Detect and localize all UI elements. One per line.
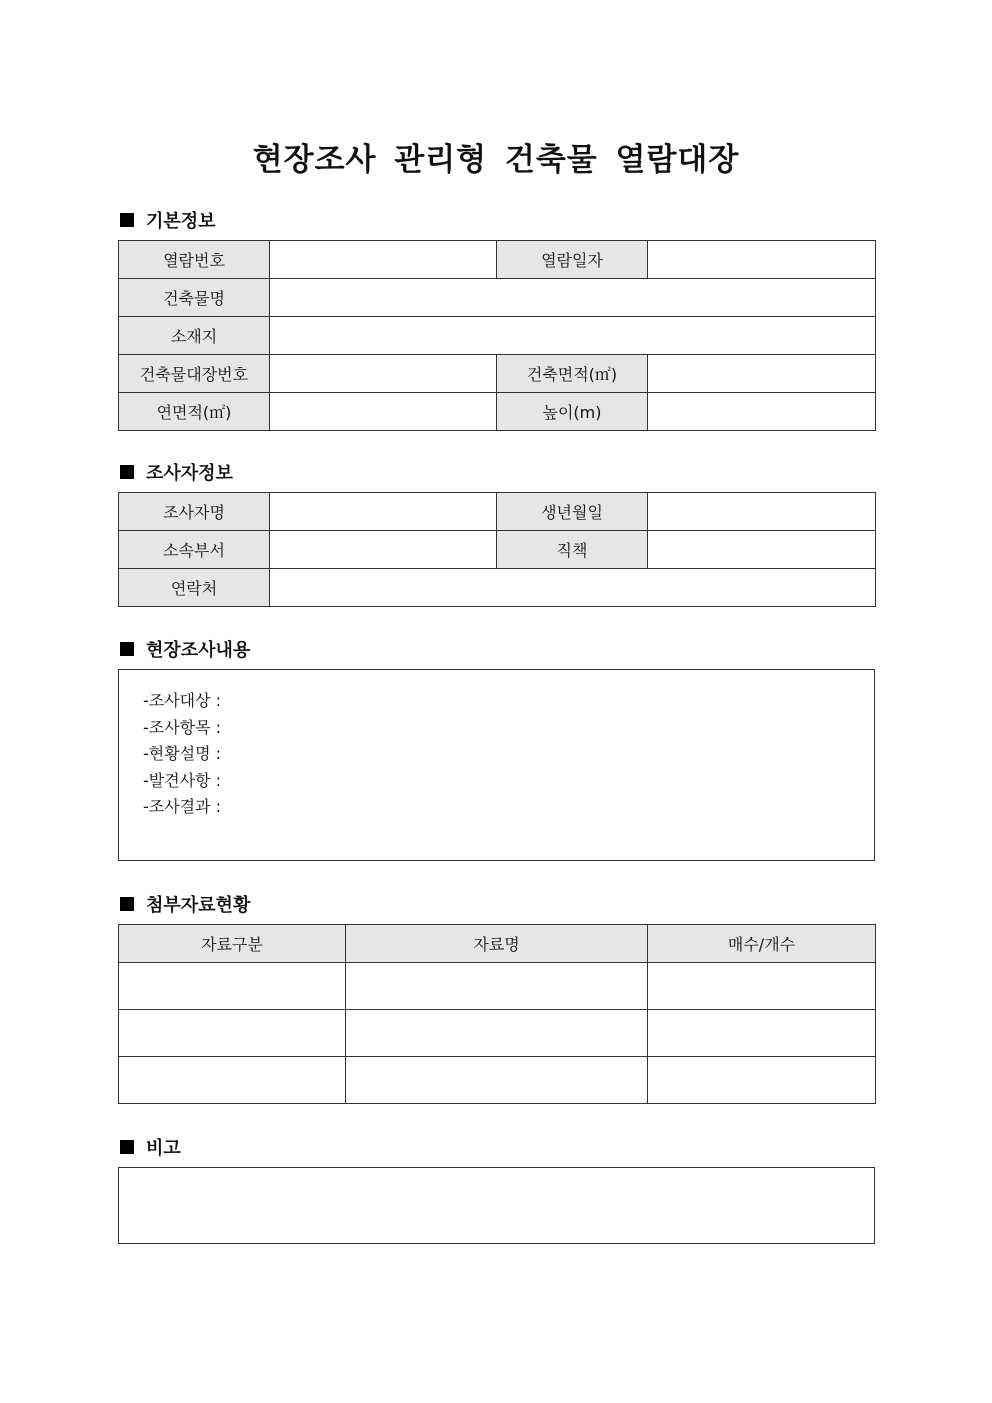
attachment-count-cell[interactable] — [648, 1010, 876, 1057]
survey-content-list — [143, 688, 221, 821]
registry-no-label: 건축물대장번호 — [119, 355, 270, 393]
attachment-category-cell[interactable] — [119, 1010, 346, 1057]
total-floor-area-field[interactable] — [270, 393, 497, 431]
survey-line-status: -현황설명 : — [143, 744, 222, 763]
basic-info-table — [118, 240, 876, 431]
column-header-name: 자료명 — [346, 925, 648, 963]
inspector-info-table — [118, 492, 876, 607]
document-title: 현장조사 관리형 건축물 열람대장 — [252, 142, 740, 178]
column-header-count: 매수/개수 — [648, 925, 876, 963]
table-row — [119, 279, 876, 317]
table-row — [119, 1057, 876, 1104]
square-bullet-icon — [120, 642, 134, 656]
contact-field[interactable] — [270, 569, 876, 607]
section-heading-label: 현장조사내용 — [146, 640, 251, 661]
department-field[interactable] — [270, 531, 497, 569]
square-bullet-icon — [120, 897, 134, 911]
birth-date-field[interactable] — [648, 493, 876, 531]
table-row — [119, 963, 876, 1010]
section-heading-remarks — [118, 1135, 181, 1159]
total-floor-area-label: 연면적(㎡) — [119, 393, 270, 431]
table-row — [119, 569, 876, 607]
location-field[interactable] — [270, 317, 876, 355]
attachment-category-cell[interactable] — [119, 963, 346, 1010]
view-no-field[interactable] — [270, 241, 497, 279]
section-heading-attachments — [118, 892, 250, 916]
inspector-name-field[interactable] — [270, 493, 497, 531]
survey-line-result: -조사결과 : — [143, 797, 222, 816]
section-heading-label: 비고 — [146, 1138, 181, 1159]
square-bullet-icon — [120, 465, 134, 479]
attachment-name-cell[interactable] — [346, 1010, 648, 1057]
column-header-category: 자료구분 — [119, 925, 346, 963]
attachments-table — [118, 924, 876, 1104]
survey-line-target: -조사대상 : — [143, 691, 222, 710]
attachment-name-cell[interactable] — [346, 963, 648, 1010]
table-row — [119, 317, 876, 355]
attachment-count-cell[interactable] — [648, 963, 876, 1010]
view-no-label: 열람번호 — [119, 241, 270, 279]
section-heading-basic-info — [118, 208, 216, 232]
location-label: 소재지 — [119, 317, 270, 355]
height-label: 높이(m) — [497, 393, 648, 431]
building-area-label: 건축면적(㎡) — [497, 355, 648, 393]
department-label: 소속부서 — [119, 531, 270, 569]
section-heading-label: 기본정보 — [146, 211, 216, 232]
building-area-field[interactable] — [648, 355, 876, 393]
inspector-name-label: 조사자명 — [119, 493, 270, 531]
section-heading-label: 조사자정보 — [146, 463, 233, 484]
building-name-label: 건축물명 — [119, 279, 270, 317]
table-row — [119, 531, 876, 569]
position-field[interactable] — [648, 531, 876, 569]
position-label: 직책 — [497, 531, 648, 569]
table-row — [119, 355, 876, 393]
survey-content-box[interactable] — [118, 669, 875, 861]
height-field[interactable] — [648, 393, 876, 431]
contact-label: 연락처 — [119, 569, 270, 607]
table-row — [119, 393, 876, 431]
section-heading-inspector-info — [118, 460, 233, 484]
section-heading-survey-content — [118, 637, 250, 661]
birth-date-label: 생년월일 — [497, 493, 648, 531]
attachment-category-cell[interactable] — [119, 1057, 346, 1104]
remarks-box[interactable] — [118, 1167, 875, 1244]
square-bullet-icon — [120, 1140, 134, 1154]
survey-line-findings: -발견사항 : — [143, 770, 222, 790]
table-row — [119, 1010, 876, 1057]
square-bullet-icon — [120, 213, 134, 227]
view-date-field[interactable] — [648, 241, 876, 279]
survey-line-items: -조사항목 : — [143, 717, 222, 737]
view-date-label: 열람일자 — [497, 241, 648, 279]
attachment-name-cell[interactable] — [346, 1057, 648, 1104]
table-header-row — [119, 925, 876, 963]
table-row — [119, 241, 876, 279]
table-row — [119, 493, 876, 531]
building-name-field[interactable] — [270, 279, 876, 317]
registry-no-field[interactable] — [270, 355, 497, 393]
remarks-content — [119, 1168, 874, 1188]
attachment-count-cell[interactable] — [648, 1057, 876, 1104]
section-heading-label: 첨부자료현황 — [146, 895, 251, 916]
